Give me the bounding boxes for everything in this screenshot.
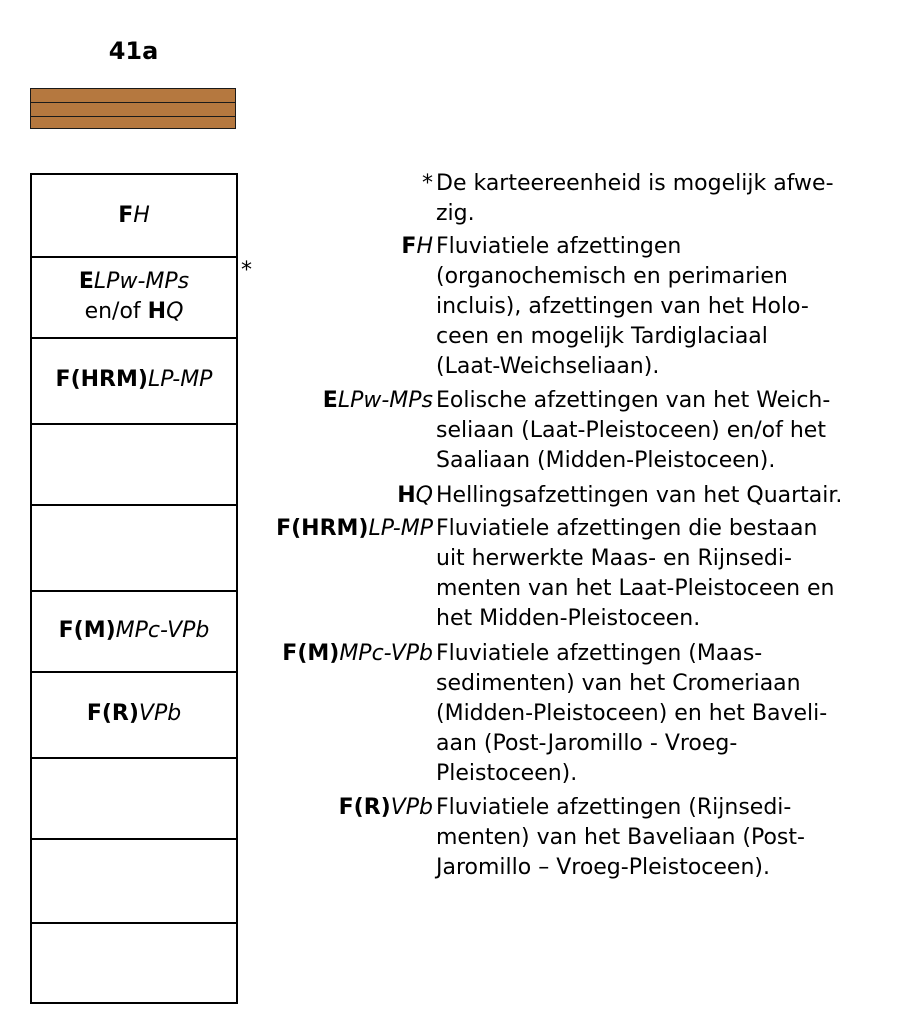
legend-desc-line: Fluviatiele afzettingen (436, 234, 682, 259)
column-cell (32, 838, 236, 924)
legend-code-bold: E (322, 388, 338, 413)
legend-desc-line: incluis), afzettingen van het Holo- (436, 294, 809, 319)
cell-code-bold: E (78, 268, 94, 294)
stripe-line (31, 102, 235, 103)
cell-code-bold: F (118, 202, 134, 228)
legend-code-italic: LP-MP (368, 516, 433, 541)
cell-code-italic: LP-MP (147, 367, 213, 392)
cell-code-italic: LPw-MPs (93, 268, 190, 294)
cell-code-bold: F(HRM) (55, 367, 148, 392)
legend-code-bold: F(HRM) (276, 516, 369, 541)
cell-code-italic: Q (166, 298, 184, 324)
legend-desc-line: Jaromillo – Vroeg-Pleistoceen). (436, 855, 770, 880)
legend-desc-line: Pleistoceen). (436, 761, 578, 786)
cell-code-italic: MPc-VPb (115, 617, 210, 643)
legend-code-bold: * (422, 171, 433, 196)
legend-desc-line: (Midden-Pleistoceen) en het Baveli- (436, 701, 828, 726)
column-cell (32, 590, 236, 673)
legend-code-italic: VPb (390, 795, 433, 820)
cell-code-bold: F(R) (86, 701, 139, 726)
legend-desc-line: Eolische afzettingen van het Weich- (436, 388, 831, 413)
legend-desc-line: aan (Post-Jaromillo - Vroeg- (436, 731, 738, 756)
profile-title: 41a (108, 37, 159, 65)
profile-column (30, 173, 238, 1004)
legend-code-italic: LPw-MPs (337, 388, 433, 413)
column-cell (32, 671, 236, 759)
stripe-line (31, 116, 235, 117)
legend-code-bold: H (397, 483, 416, 508)
legend-desc-line: (Laat-Weichseliaan). (436, 354, 660, 379)
legend-code-bold: F(R) (338, 795, 391, 820)
legend-desc-line: sedimenten) van het Cromeriaan (436, 671, 801, 696)
legend-desc-line: Fluviatiele afzettingen (Rijnsedi- (436, 795, 792, 820)
legend-code-italic: MPc-VPb (339, 641, 433, 666)
legend-desc-line: Hellingsafzettingen van het Quartair. (436, 483, 843, 508)
legend-desc-line: het Midden-Pleistoceen. (436, 606, 701, 631)
legend-desc-line: Saaliaan (Midden-Pleistoceen). (436, 448, 776, 473)
cell-code-italic: VPb (138, 701, 182, 726)
legend-desc-line: menten van het Laat-Pleistoceen en (436, 576, 835, 601)
column-cell (32, 504, 236, 592)
legend-code-bold: F(M) (282, 641, 340, 666)
asterisk-marker: * (241, 258, 252, 283)
legend-code-bold: F (401, 234, 417, 259)
legend-desc-line: ceen en mogelijk Tardiglaciaal (436, 324, 768, 349)
legend-code-italic: Q (415, 483, 433, 508)
column-cell (32, 337, 236, 425)
legend-desc-line: menten) van het Baveliaan (Post- (436, 825, 805, 850)
column-cell (32, 423, 236, 506)
column-cell (32, 757, 236, 840)
legend-code-italic: H (416, 234, 433, 259)
column-cell (32, 175, 236, 258)
cell-code-bold: F(M) (58, 617, 116, 643)
column-cell (32, 256, 236, 339)
legend-desc-line: Fluviatiele afzettingen die bestaan (436, 516, 818, 541)
cell-code-italic: H (133, 202, 150, 228)
top-layer-stripes (30, 88, 236, 129)
legend-desc-line: Fluviatiele afzettingen (Maas- (436, 641, 763, 666)
cell-code-bold: H (147, 298, 167, 324)
legend-desc-line: (organochemisch en perimarien (436, 264, 788, 289)
legend-desc-line: De karteereenheid is mogelijk afwe- (436, 171, 834, 196)
legend-desc-line: zig. (436, 201, 475, 226)
legend-desc-line: uit herwerkte Maas- en Rijnsedi- (436, 546, 792, 571)
legend-desc-line: seliaan (Laat-Pleistoceen) en/of het (436, 418, 826, 443)
cell-connector: en/of (84, 298, 148, 324)
column-cell (32, 922, 236, 1002)
